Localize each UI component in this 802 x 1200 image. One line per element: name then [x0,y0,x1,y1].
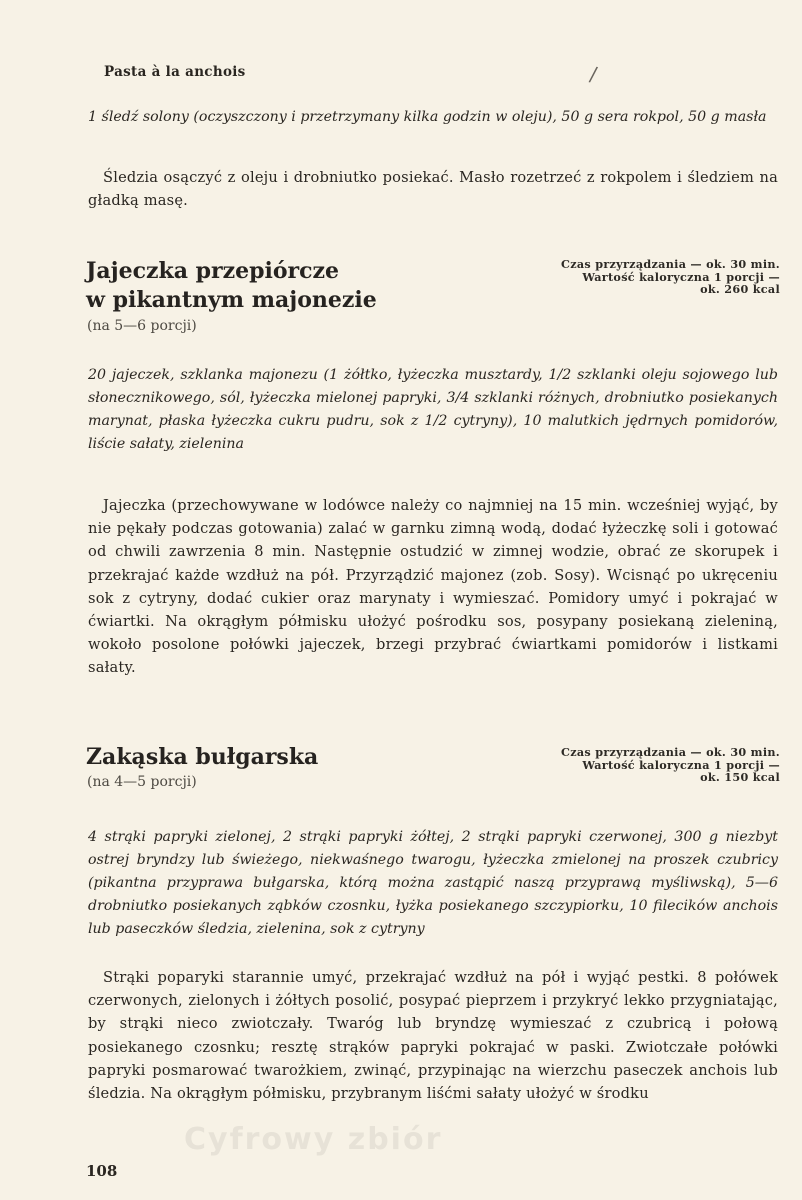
recipe2-method: Strąki poparyki starannie umyć, przekrajać wzdłuż na pół i wyjąć pestki. 8 połówek czerwonych, zielonych i żółtych posolić, posypać pieprzem i przykryć lekko przygniatając, by strąki nieco zwiotczały. Twaróg lub bryndzę wymieszać z czubricą i połową posiekanego czosnku; resztę strąków papryki pokrajać w paski. Zwiotczałe połówki papryki posmarować twarożkiem, zwinąć, przypinając na wierzchu paseczek anchois lub śledzia. Na okrągłym półmisku, przybranym liśćmi sałaty ułożyć w środku [88,969,778,1103]
prep-time: Czas przyrządzania — ok. 30 min. [561,257,780,271]
recipe2-portions: (na 4—5 porcji) [87,774,197,790]
pasta-method: Śledzia osączyć z oleju i drobniutko posiekać. Masło rozetrzeć z rokpolem i śledziem na gładką masę. [88,169,778,210]
recipe-title-line2: w pikantnym majonezie [86,287,377,313]
page-number: 108 [86,1162,118,1180]
recipe-title-line1: Jajeczka przepiórcze [86,258,340,284]
recipe-portions: (na 5—6 porcji) [87,318,197,334]
recipe-method: Jajeczka (przechowywane w lodówce należy co najmniej na 15 min. wcześniej wyjąć, by nie pękały podczas gotowania) zalać w garnku zimną wodą, dodać łyżeczkę soli i gotować od chwili zawrzenia 8 min. Następnie ostudzić w zimnej wodzie, obrać ze skorupek i przekrajać każde wzdłuż na pół. Przyrządzić majonez (zob. Sosy). Wcisnąć po ukręceniu sok z cytryny, dodać cukier oraz marynaty i wymieszać. Pomidory umyć i pokrajać w ćwiartki. Na okrągłym półmisku ułożyć pośrodku sos, posypany posiekaną zieleniną, wokoło posolone połówki jajeczek, brzegi przybrać ćwiartkami pomidorów i listkami sałaty. [88,497,778,677]
recipe2-ingredients: 4 strąki papryki zielonej, 2 strąki papryki żółtej, 2 strąki papryki czerwonej, 300 g niezbyt ostrej bryndzy lub świeżego, niekwaśnego twarogu, łyżeczka zmielonej na proszek czubricy (pikantna przyprawa bułgarska, którą można zastąpić naszą przyprawą myśliwską), 5—6 drobniutko posiekanych ząbków czosnku, łyżka posiekanego szczypiorku, 10 filecików anchois lub paseczków śledzia, zielenina, sok z cytryny [88,829,778,937]
watermark: Cyfrowy zbiór [184,1122,443,1157]
recipe-meta [470,258,780,296]
recipe-ingredients: 20 jajeczek, szklanka majonezu (1 żółtko, łyżeczka musztardy, 1/2 szklanki oleju sojowego lub słonecznikowego, sól, łyżeczka mielonej papryki, 3/4 szklanki różnych, drobniutko posiekanych marynat, płaska łyżeczka cukru pudru, sok z 1/2 cytryny), 10 malutkich jędrnych pomidorów, liście sałaty, zielenina [88,367,778,452]
prep-time: Czas przyrządzania — ok. 30 min. [561,745,780,759]
calories-label: Wartość kaloryczna 1 porcji — [582,269,780,284]
pasta-ingredients: 1 śledź solony (oczyszczony i przetrzymany kilka godzin w oleju), 50 g sera rokpol, 50 g masła [88,109,767,125]
recipe2-title: Zakąska bułgarska [86,744,319,770]
calories-value: ok. 150 kcal [700,770,780,784]
calories-value: ok. 260 kcal [700,282,780,296]
calories-label: Wartość kaloryczna 1 porcji — [582,757,780,772]
recipe2-meta [470,746,780,784]
section-title-pasta: Pasta à la anchois [104,64,246,80]
pencil-mark: / [587,61,599,87]
